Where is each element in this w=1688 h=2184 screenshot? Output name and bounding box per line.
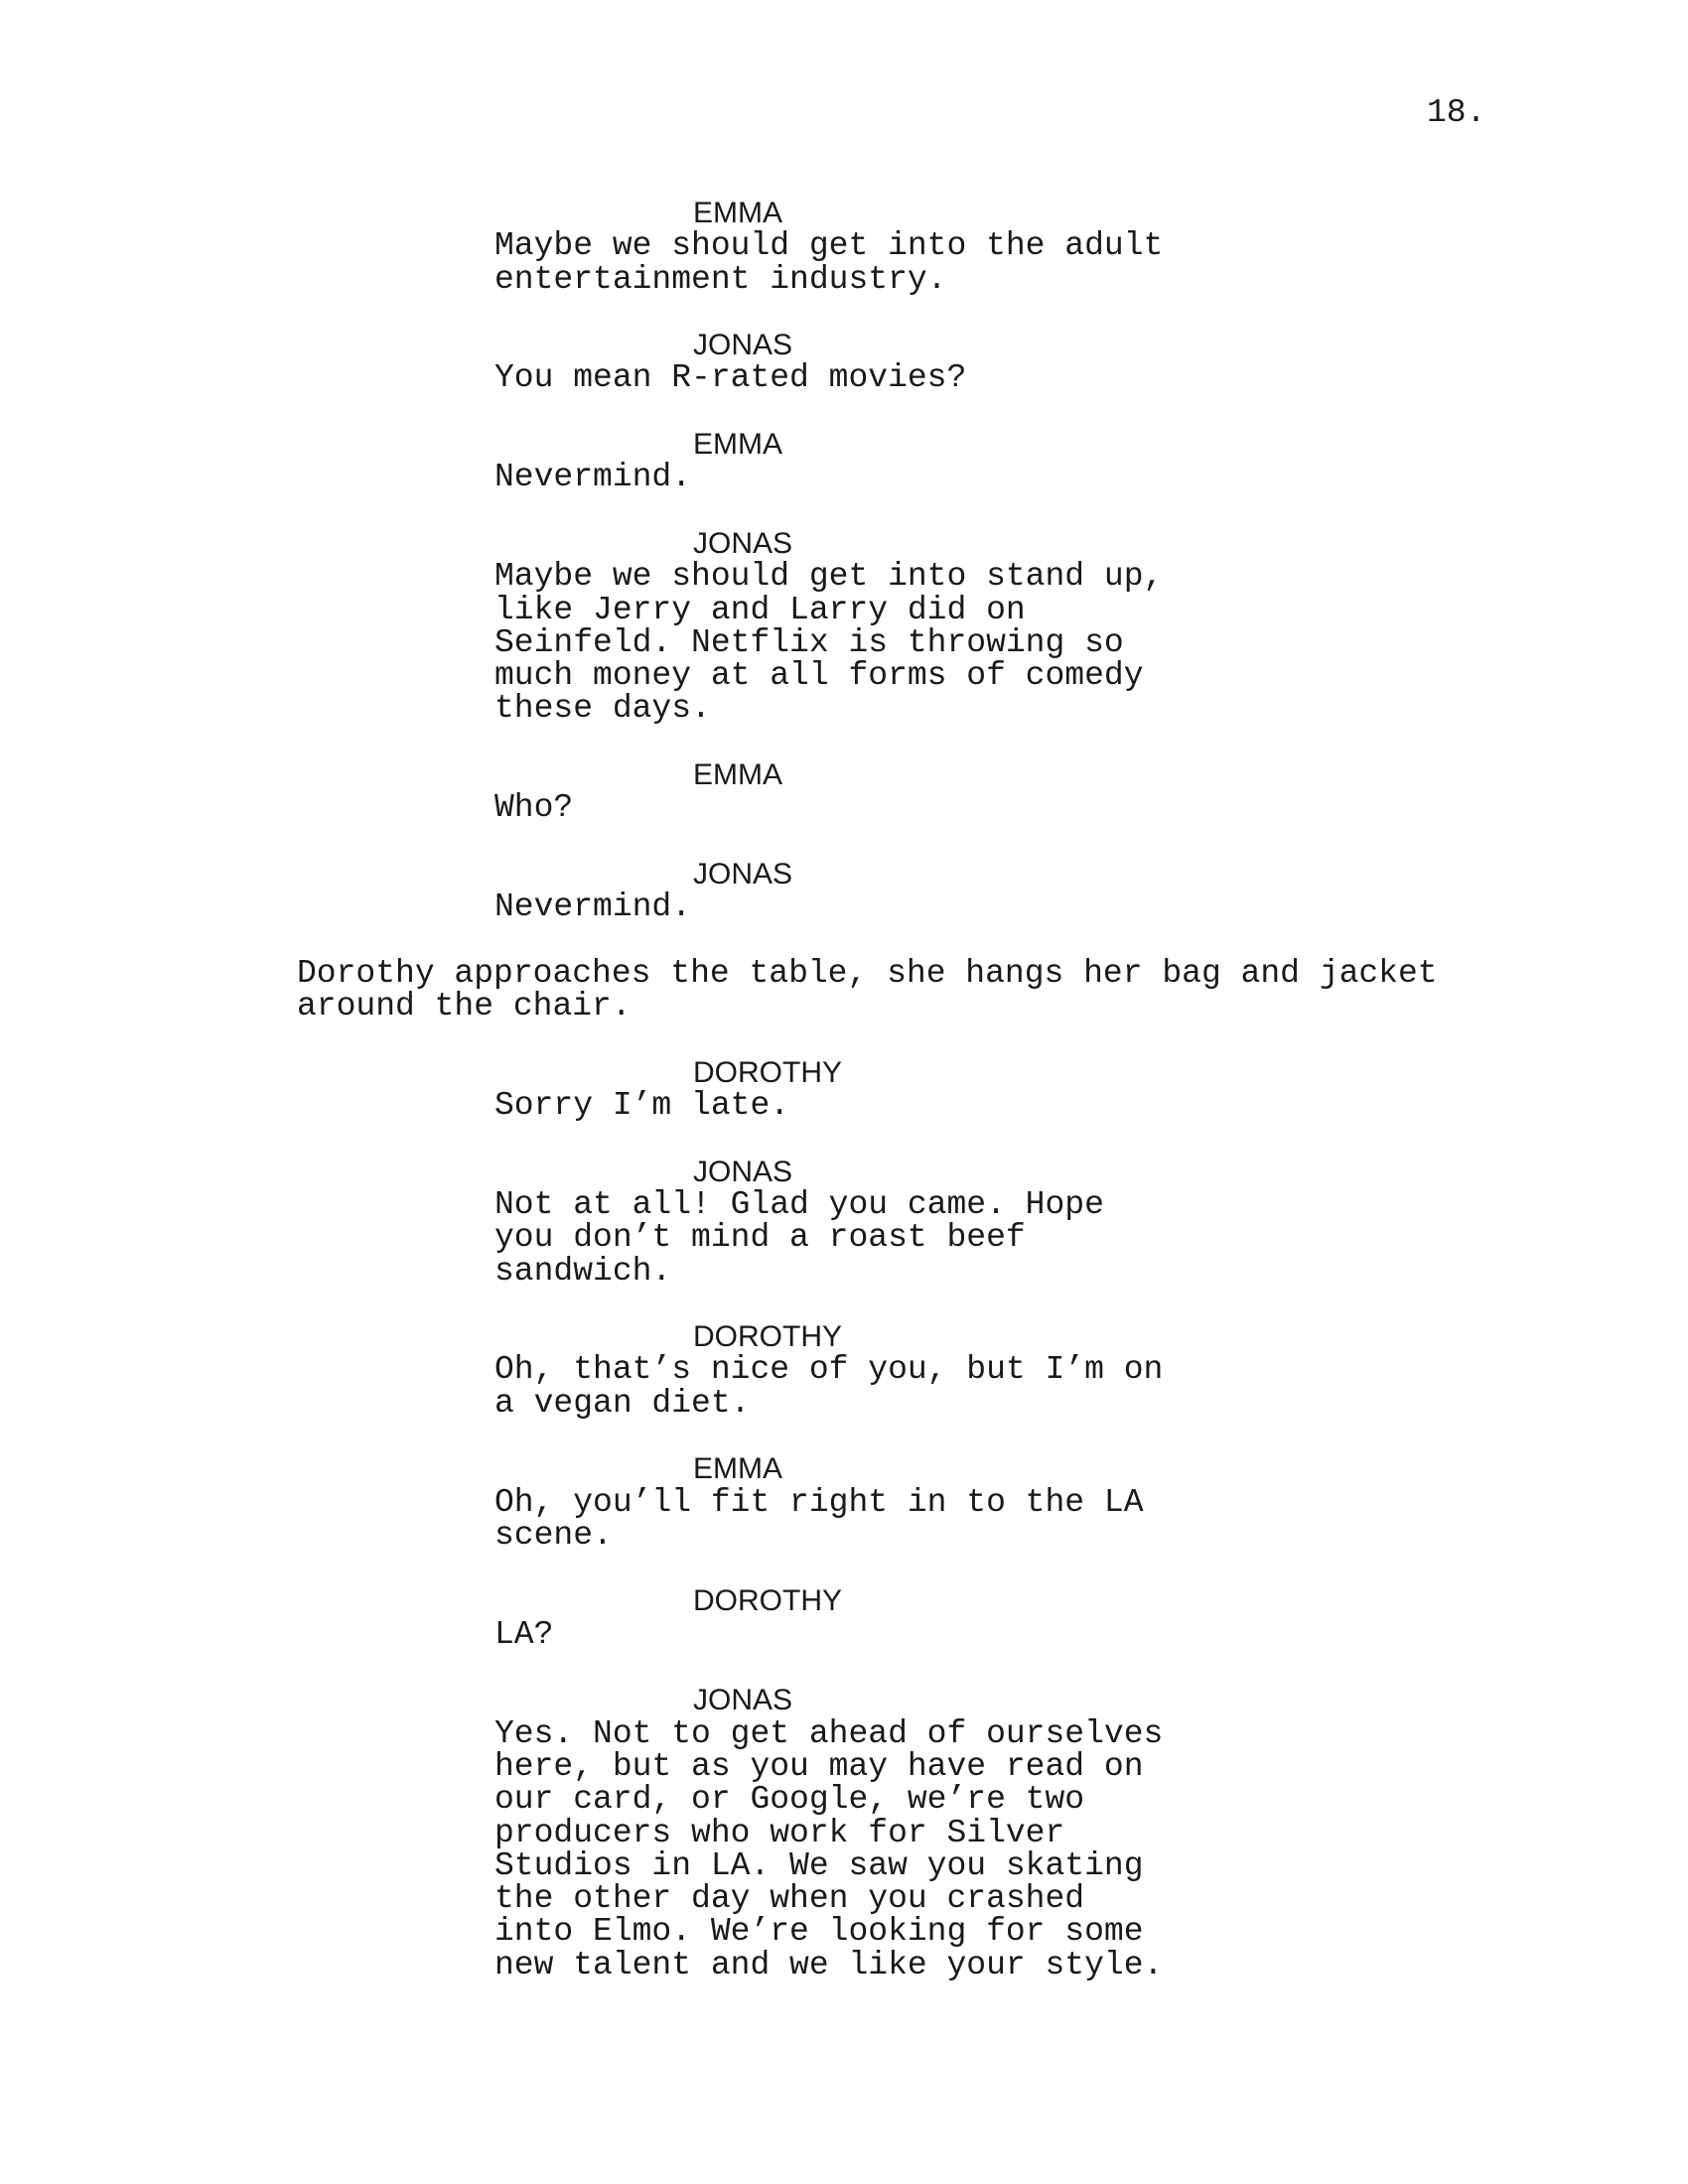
line-gap: [0, 1552, 1688, 1584]
dialogue-text: Nevermind.: [494, 888, 692, 926]
dialogue-text: Not at all! Glad you came. Hope you don’t mind a roast beef sandwich.: [494, 1185, 1104, 1290]
character-cue: JONAS: [693, 1684, 793, 1717]
dialogue-text: Oh, you’ll fit right in to the LA scene.: [494, 1483, 1144, 1554]
character-cue: DOROTHY: [693, 1055, 842, 1089]
character-cue: JONAS: [693, 329, 793, 362]
dialogue-text: You mean R-rated movies?: [494, 359, 967, 397]
dialogue-text: Yes. Not to get ahead of ourselves here, but as you may have read on our card, or Google, we’re two producers who work for Silver Studios in LA. We saw you skating the other day when you crashed into Elmo. We’re looking for some new talent and we like your style.: [494, 1714, 1164, 1983]
dialogue-text: Maybe we should get into stand up, like Jerry and Larry did on Seinfeld. Netflix is throwing so much money at all forms of comedy these days.: [494, 558, 1164, 728]
page-number: 18.: [1427, 94, 1486, 131]
character-cue: EMMA: [693, 428, 782, 462]
dialogue-block: [0, 527, 1688, 726]
dialogue-text: Maybe we should get into the adult entertainment industry.: [494, 227, 1164, 298]
line-gap: [0, 395, 1688, 428]
dialogue-block: [0, 1684, 1688, 1981]
line-gap: [0, 924, 1688, 957]
line-gap: [0, 1122, 1688, 1155]
line-gap: [0, 296, 1688, 329]
character-cue: JONAS: [693, 1155, 793, 1188]
line-gap: [0, 825, 1688, 858]
line-gap: [0, 1288, 1688, 1320]
line-gap: [0, 1023, 1688, 1055]
character-cue: JONAS: [693, 857, 793, 890]
action-text: Dorothy approaches the table, she hangs her bag and jacket around the chair.: [297, 954, 1438, 1025]
character-cue: EMMA: [693, 758, 782, 792]
dialogue-block: [0, 1056, 1688, 1123]
character-cue: EMMA: [693, 197, 782, 229]
character-cue: JONAS: [693, 526, 793, 560]
action-block: [0, 954, 1688, 1025]
dialogue-block: [0, 858, 1688, 924]
line-gap: [0, 1651, 1688, 1684]
dialogue-block: [0, 1584, 1688, 1651]
dialogue-block: [0, 428, 1688, 494]
character-cue: DOROTHY: [693, 1584, 842, 1618]
dialogue-block: [0, 329, 1688, 395]
dialogue-text: Sorry I’m late.: [494, 1087, 790, 1125]
dialogue-text: LA?: [494, 1615, 554, 1653]
dialogue-text: Oh, that’s nice of you, but I’m on a vegan diet.: [494, 1351, 1164, 1422]
line-gap: [0, 1420, 1688, 1452]
dialogue-block: [0, 197, 1688, 296]
line-gap: [0, 726, 1688, 758]
dialogue-block: [0, 1156, 1688, 1288]
dialogue-block: [0, 1452, 1688, 1552]
dialogue-text: Nevermind.: [494, 459, 692, 496]
dialogue-block: [0, 758, 1688, 825]
dialogue-text: Who?: [494, 789, 574, 827]
dialogue-block: [0, 1320, 1688, 1420]
character-cue: EMMA: [693, 1452, 782, 1486]
character-cue: DOROTHY: [693, 1320, 842, 1354]
line-gap: [0, 494, 1688, 527]
screenplay-body: [0, 197, 1688, 1981]
